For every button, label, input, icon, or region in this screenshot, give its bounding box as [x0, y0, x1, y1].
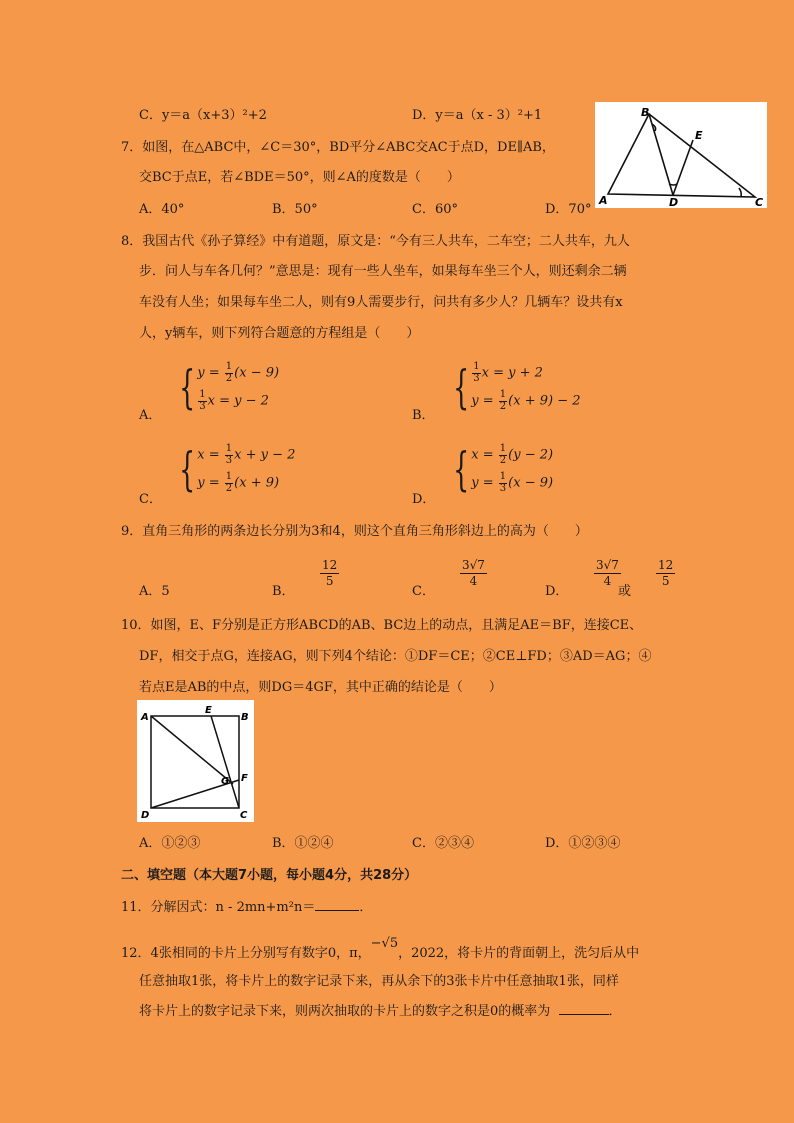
q7-triangle-figure [595, 102, 767, 208]
q10-label-e: E [205, 705, 212, 716]
q11-stem: 11．分解因式：n - 2mn+m²n＝ ． [121, 900, 373, 915]
q10-label-f: F [241, 773, 248, 784]
q9-option-d-label: D． [545, 584, 569, 599]
q9-stem: 9．直角三角形的两条边长分别为3和4，则这个直角三角形斜边上的高为（ ） [121, 524, 588, 539]
q9-option-b-fraction: 12 5 [322, 558, 338, 588]
q7-stem-line2: 交BC于点E，若∠BDE＝50°，则∠A的度数是（ ） [139, 170, 460, 185]
q8-stem-line1: 8．我国古代《孙子算经》中有道题，原文是：“今有三人共车，二车空；二人共车，九人 [121, 234, 630, 249]
q12-neg-sqrt5: −√5 [370, 936, 399, 951]
q8-stem-line3: 车没有人坐；如果每车坐二人，则有9人需要步行，问共有多少人？几辆车？设共有x [139, 295, 623, 310]
q9-option-c-label: C． [412, 584, 435, 599]
section-2-heading: 二、填空题（本大题7小题，每小题4分，共28分） [121, 868, 418, 883]
q7-option-a: A．40° [139, 202, 185, 217]
q10-stem-line2: DF，相交于点G，连接AG，则下列4个结论：①DF＝CE；②CE⊥FD；③AD＝AG；④ [139, 649, 652, 664]
q7-option-c: C．60° [412, 202, 458, 217]
q9-option-a: A．5 [139, 584, 170, 599]
q10-option-d: D．①②③④ [545, 836, 621, 851]
q11-answer-blank [315, 910, 359, 911]
q8-option-b-system: { $\frac{1}{3}$ x = y + 2 y = $\frac{1}{2}$ (x + 9) − 2 [453, 360, 581, 414]
q10-option-a: A．①②③ [139, 836, 201, 851]
q7-label-b: B [641, 106, 650, 119]
q9-option-d-or: 或 [618, 584, 632, 599]
q12-stem-line3: 将卡片上的数字记录下来，则两次抽取的卡片上的数字之积是0的概率为 ． [139, 1004, 622, 1019]
q10-square-figure [137, 700, 254, 822]
q12-answer-blank [559, 1014, 609, 1015]
q10-label-b: B [241, 712, 249, 723]
q10-option-c: C．②③④ [412, 836, 474, 851]
q8-stem-line2: 步．问人与车各几何？”意思是：现有一些人坐车，如果每车坐三个人，则还剩余二辆 [139, 264, 627, 279]
q7-stem-line1: 7．如图，在△ABC中，∠C＝30°，BD平分∠ABC交AC于点D，DE∥AB， [121, 140, 555, 155]
q8-option-b-label: B． [412, 408, 435, 423]
q12-stem-line1: 12．4张相同的卡片上分别写有数字0，π，−√5，2022，将卡片的背面朝上，洗匀后从中 [121, 936, 640, 961]
q7-label-a: A [599, 194, 608, 207]
q9-option-d-fraction-2: 12 5 [658, 558, 674, 588]
q10-option-b: B．①②④ [272, 836, 334, 851]
q7-option-d: D．70° [545, 202, 592, 217]
q10-stem-line1: 10．如图，E、F分别是正方形ABCD的AB、BC边上的动点，且满足AE＝BF，连接CE、 [121, 618, 643, 633]
q8-option-d-label: D． [412, 492, 436, 507]
q9-option-b-label: B． [272, 584, 295, 599]
q10-label-g: G [221, 776, 230, 787]
q9-option-c-fraction: 3√7 4 [462, 558, 485, 588]
q9-option-d-fraction-1: 3√7 4 [596, 558, 619, 588]
q10-label-d: D [141, 810, 150, 821]
q10-label-a: A [141, 712, 149, 723]
q8-option-d-system: { x = $\frac{1}{2}$ (y − 2) y = $\frac{1}{3}$ (x − 9) [453, 442, 554, 496]
q8-option-c-label: C． [139, 492, 162, 507]
q7-label-d: D [669, 196, 679, 208]
q7-label-e: E [695, 129, 703, 142]
q8-option-a-label: A． [139, 408, 162, 423]
q10-stem-line3: 若点E是AB的中点，则DG＝4GF，其中正确的结论是（ ） [139, 680, 502, 695]
q8-option-a-system: { y = $\frac{1}{2}$ (x − 9) $\frac{1}{3}$ x = y − 2 [179, 360, 280, 414]
q7-label-c: C [755, 196, 764, 208]
q8-stem-line4: 人，y辆车，则下列符合题意的方程组是（ ） [139, 326, 420, 341]
q10-label-c: C [240, 810, 248, 821]
q6-option-d: D．y＝a（x - 3）²+1 [412, 108, 543, 123]
q7-option-b: B．50° [272, 202, 318, 217]
q12-stem-line2: 任意抽取1张，将卡片上的数字记录下来，再从余下的3张卡片中任意抽取1张，同样 [139, 974, 619, 989]
q8-option-c-system: { x = $\frac{1}{3}$ x + y − 2 y = $\frac{1}{2}$ (x + 9) [179, 442, 296, 496]
q6-option-c: C．y＝a（x+3）²+2 [139, 108, 267, 123]
